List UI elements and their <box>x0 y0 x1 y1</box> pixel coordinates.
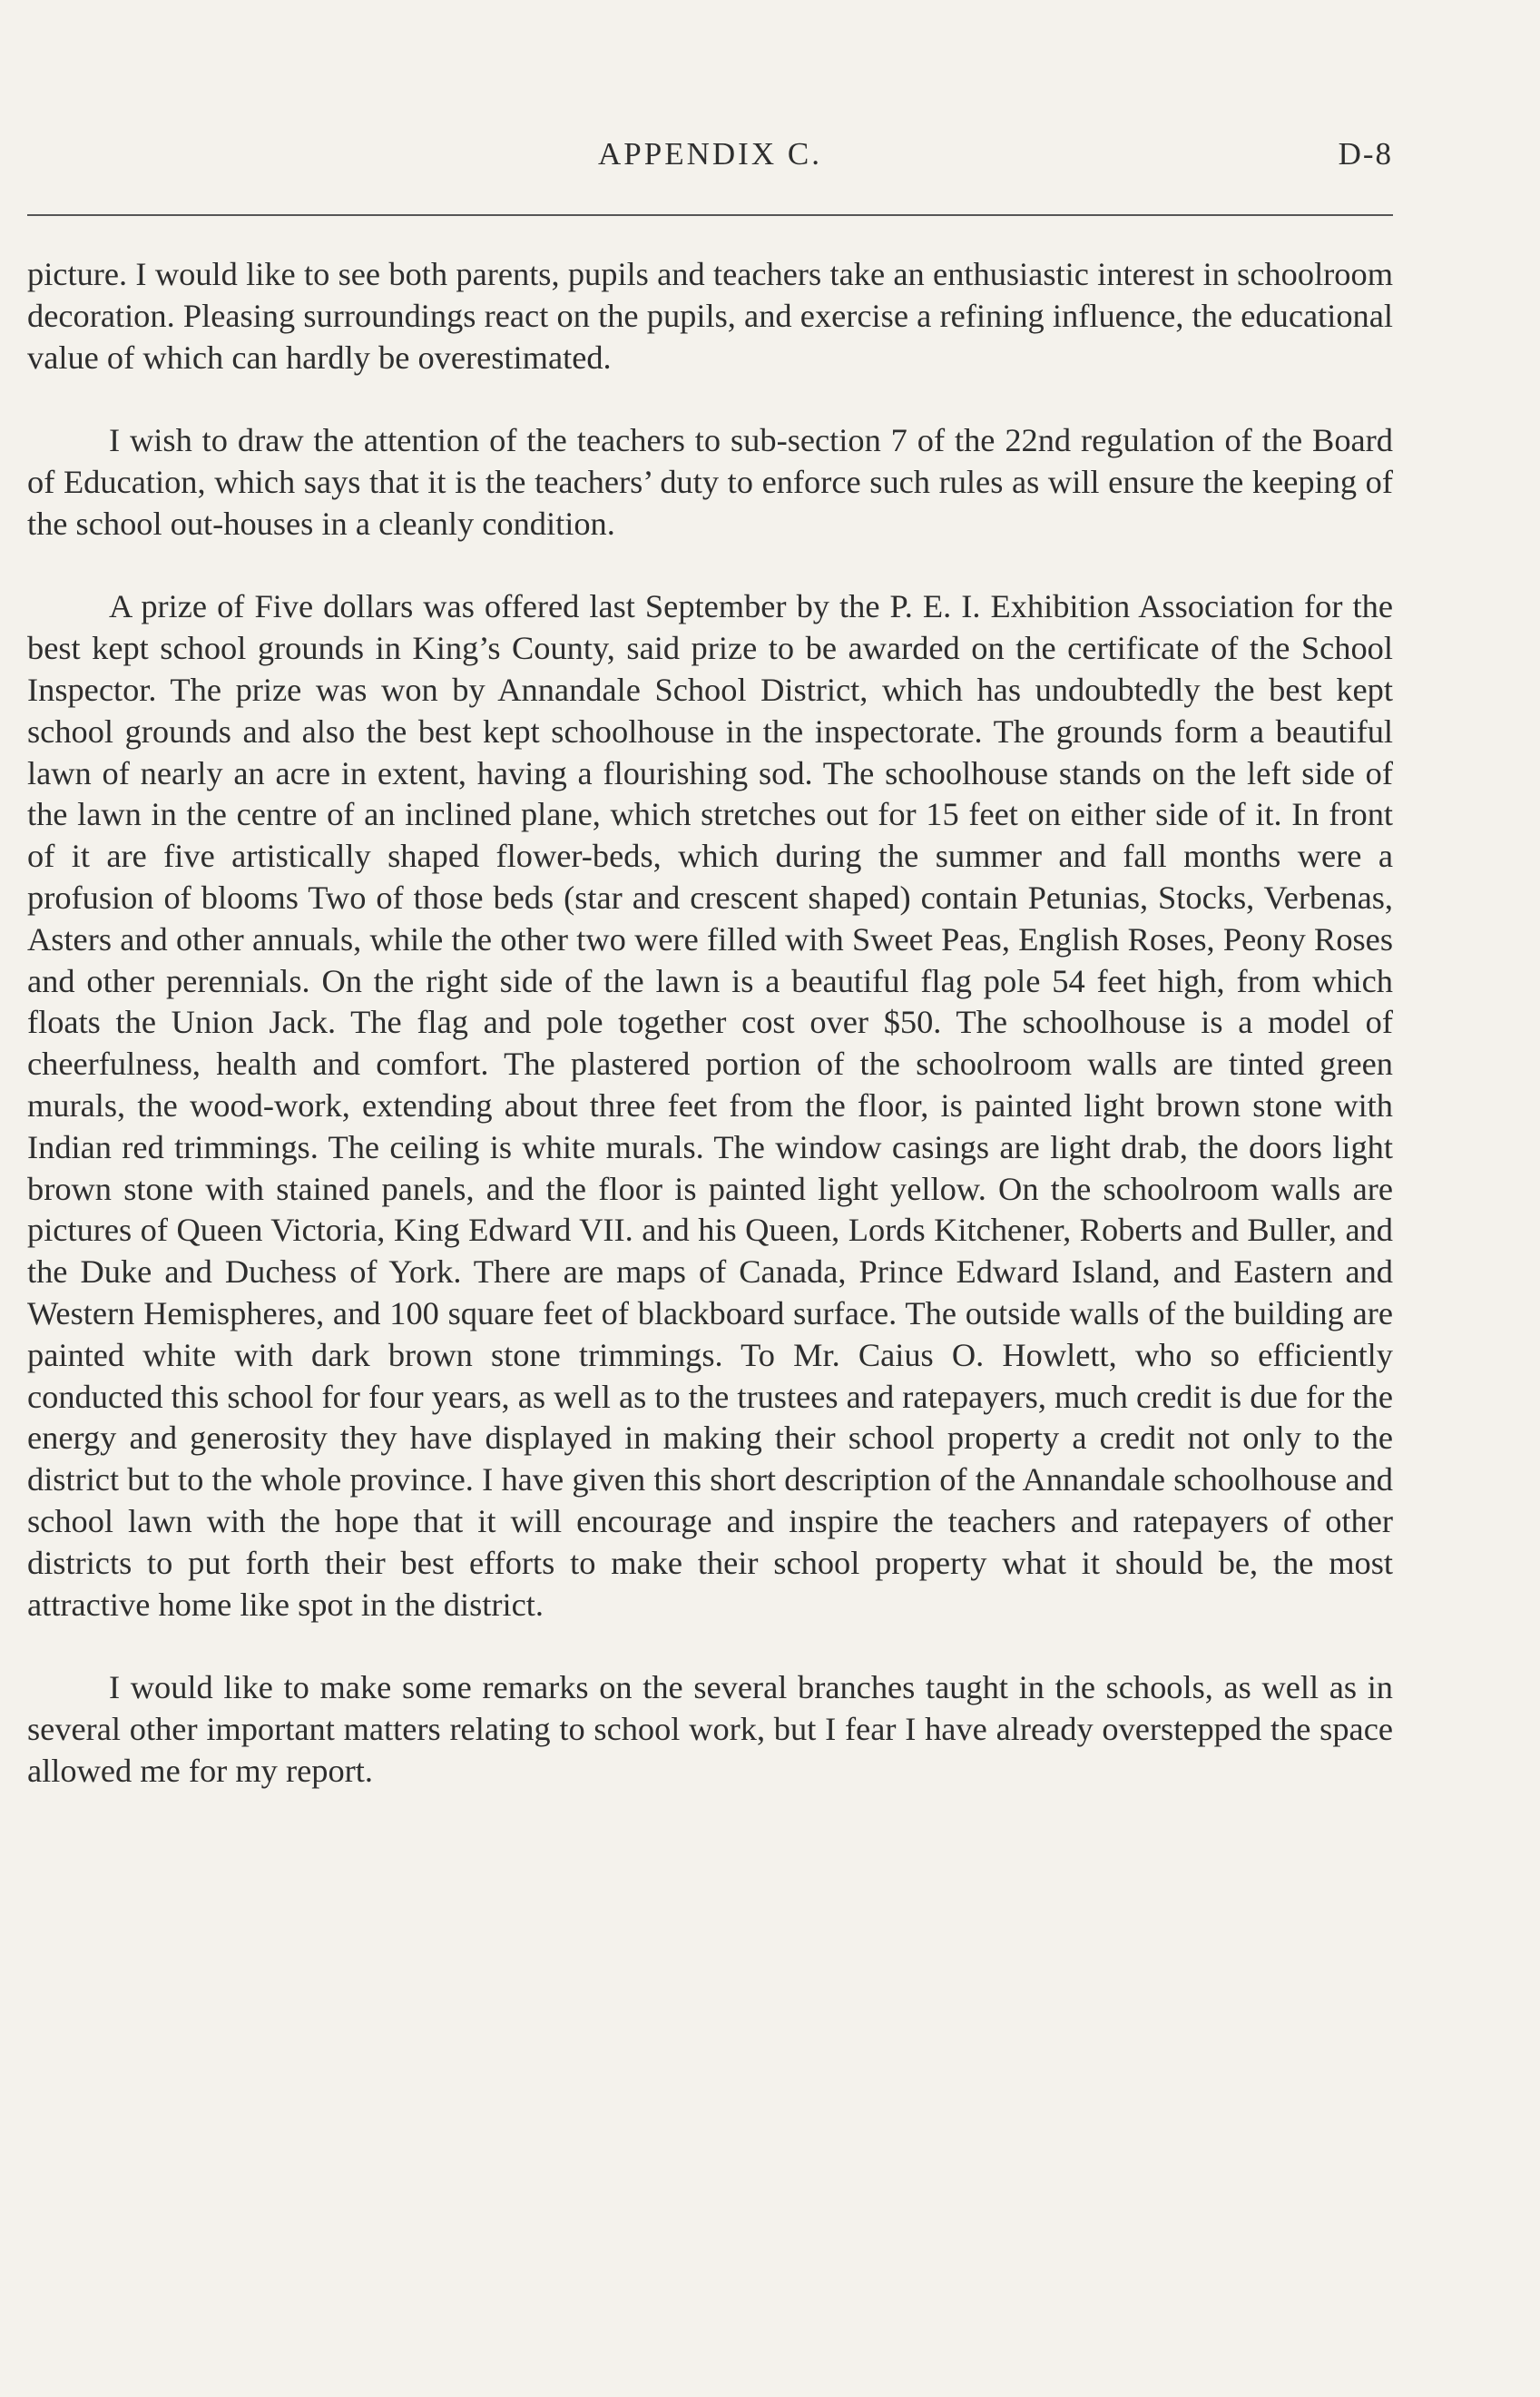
paragraph-regulation: I wish to draw the attention of the teachers to sub-section 7 of the 22nd regulation of the Board of Education, which says that it is the teachers’ duty to enforce such rules as will ensure the keeping of the school out-houses in a cleanly condition. <box>27 422 1393 542</box>
paragraph-closing: I would like to make some remarks on the several branches taught in the schools, as well as in several other important matters relating to school work, but I fear I have already overstepped the space allowed me for my report. <box>27 1669 1393 1789</box>
header-rule <box>27 214 1393 216</box>
page-number: D-8 <box>1338 136 1393 172</box>
running-header <box>27 136 1393 182</box>
body-text <box>27 254 1393 1833</box>
running-title: APPENDIX C. <box>598 136 822 172</box>
paragraph-continuation: picture. I would like to see both parents, pupils and teachers take an enthusiastic interest in schoolroom decoration. Pleasing surroundings react on the pupils, and exercise a refining influence, the educational value of which can hardly be overestimated. <box>27 256 1393 376</box>
paragraph-prize: A prize of Five dollars was offered last September by the P. E. I. Exhibition Association for the best kept school grounds in King’s County, said prize to be awarded on the certificate of the School Inspector. The prize was won by Annandale School District, which has undoubtedly the best kept school grounds and also the best kept schoolhouse in the inspectorate. The grounds form a beautiful lawn of nearly an acre in extent, having a flourishing sod. The schoolhouse stands on the left side of the lawn in the centre of an inclined plane, which stretches out for 15 feet on either side of it. In front of it are five artistically shaped flower-beds, which during the summer and fall months were a profusion of blooms Two of those beds (star and crescent shaped) contain Petunias, Stocks, Verbenas, Asters and other annuals, while the other two were filled with Sweet Peas, English Roses, Peony Roses and other perennials. On the right side of the lawn is a beautiful flag pole 54 feet high, from which floats the Union Jack. The flag and pole together cost over $50. The schoolhouse is a model of cheerfulness, health and comfort. The plastered portion of the schoolroom walls are tinted green murals, the wood-work, extending about three feet from the floor, is painted light brown stone with Indian red trimmings. The ceiling is white murals. The window casings are light drab, the doors light brown stone with stained panels, and the floor is painted light yellow. On the schoolroom walls are pictures of Queen Victoria, King Edward VII. and his Queen, Lords Kitchener, Roberts and Buller, and the Duke and Duchess of York. There are maps of Canada, Prince Edward Island, and Eastern and Western Hemispheres, and 100 square feet of blackboard surface. The outside walls of the building are painted white with dark brown stone trimmings. To Mr. Caius O. Howlett, who so efficiently conducted this school for four years, as well as to the trustees and ratepayers, much credit is due for the energy and generosity they have displayed in making their school property a credit not only to the district but to the whole province. I have given this short description of the Annandale schoolhouse and school lawn with the hope that it will encourage and inspire the teachers and ratepayers of other districts to put forth their best efforts to make their school property what it should be, the most attractive home like spot in the district. <box>27 588 1393 1623</box>
